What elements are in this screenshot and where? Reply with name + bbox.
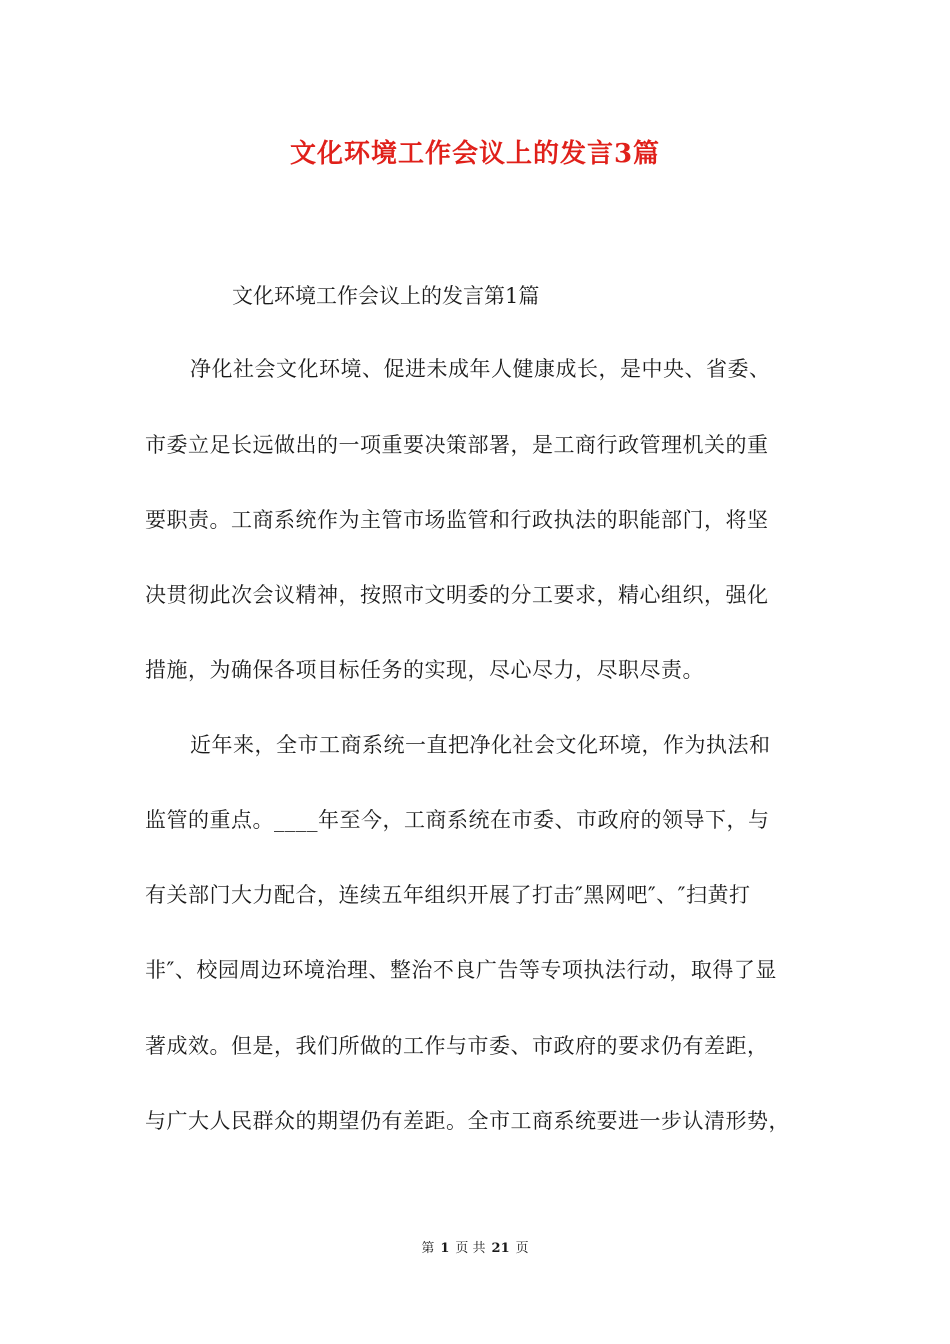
footer-middle: 页 共 (455, 1241, 486, 1256)
paragraph-line: 措施，为确保各项目标任务的实现，尽心尽力，尽职尽责。 (145, 658, 704, 682)
paragraph-line: 近年来，全市工商系统一直把净化社会文化环境，作为执法和 (190, 733, 771, 757)
paragraph-line: 要职责。工商系统作为主管市场监管和行政执法的职能部门，将坚 (145, 508, 769, 532)
footer-current-page: 1 (440, 1241, 450, 1256)
document-title: 文化环境工作会议上的发言3篇 (289, 139, 661, 169)
paragraph-line: 净化社会文化环境、促进未成年人健康成长，是中央、省委、 (190, 357, 771, 381)
paragraph-line: 决贯彻此次会议精神，按照市文明委的分工要求，精心组织，强化 (145, 583, 769, 607)
paragraph-line: 著成效。但是，我们所做的工作与市委、市政府的要求仍有差距， (145, 1034, 769, 1058)
footer-prefix: 第 (421, 1241, 435, 1256)
paragraph-line: 非″、校园周边环境治理、整治不良广告等专项执法行动，取得了显 (145, 958, 777, 982)
footer-suffix: 页 (515, 1241, 529, 1256)
footer-total-pages: 21 (491, 1241, 510, 1256)
paragraph-line: 与广大人民群众的期望仍有差距。全市工商系统要进一步认清形势， (145, 1109, 790, 1133)
paragraph-line: 监管的重点。____年至今，工商系统在市委、市政府的领导下，与 (145, 808, 770, 832)
paragraph-line: 有关部门大力配合，连续五年组织开展了打击″黑网吧″、″扫黄打 (145, 883, 751, 907)
page-footer (0, 1237, 950, 1256)
paragraph-line: 市委立足长远做出的一项重要决策部署，是工商行政管理机关的重 (145, 433, 769, 457)
section-heading: 文化环境工作会议上的发言第1篇 (232, 284, 540, 308)
